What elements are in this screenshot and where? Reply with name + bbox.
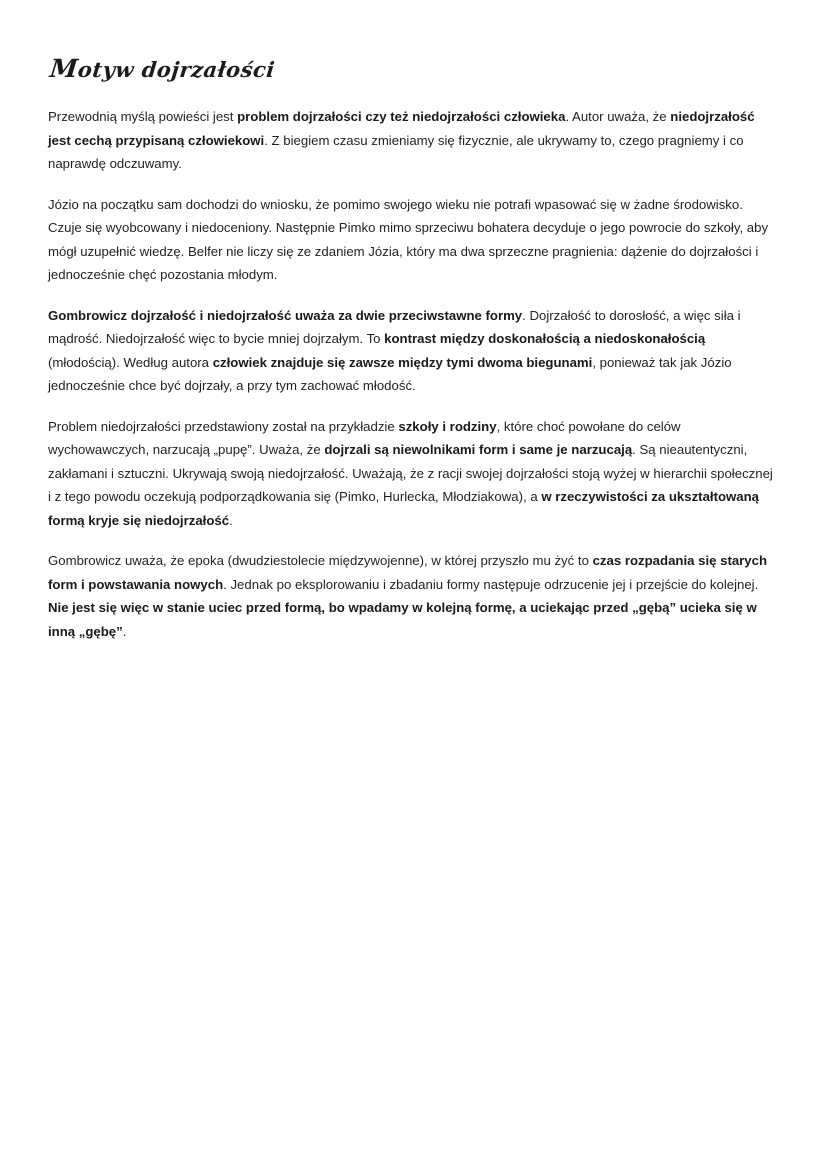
paragraph-emphasis: człowiek znajduje się zawsze między tymi dwoma biegunami [212,354,593,370]
paragraph-text: Józio na początku sam dochodzi do wniosku, że pomimo swojego wieku nie potrafi wpasować się w żadne środowisko. Czuje się wyobcowany i niedoceniony. Następnie Pimko mimo sprzeciwu bohatera decyduje o jego powrocie do szkoły, aby mógł uzupełnić wiedzę. Belfer nie liczy się ze zdaniem Józia, który ma dwa sprzeczne pragnienia: dążenie do dojrzałości i jednocześnie chęć pozostania młodym. [48,196,769,282]
paragraph-emphasis: Nie jest się więc w stanie uciec przed formą, bo wpadamy w kolejną formę, a uciekając przed „gębą” ucieka się w inną „gębę” [48,600,757,639]
paragraph-text: . Dojrzałość to dorosłość, a więc siła i mądrość. Niedojrzałość więc to bycie mniej dojrzałym. To [48,307,741,346]
paragraph [48,415,778,533]
document-body [48,105,780,643]
paragraph-emphasis: problem dojrzałości czy też niedojrzałości człowieka [237,109,566,124]
paragraph-emphasis: szkoły i rodziny [398,418,497,434]
paragraph-emphasis: Gombrowicz dojrzałość i niedojrzałość uważa za dwie przeciwstawne formy [48,307,523,323]
paragraph-text: . [122,623,127,639]
paragraph-emphasis: niedojrzałość jest cechą przypisaną człowiekowi [48,109,755,148]
paragraph [48,105,778,176]
paragraph-text: Problem niedojrzałości przedstawiony został na przykładzie [48,418,399,434]
paragraph-text: Przewodnią myślą powieści jest [48,109,238,124]
paragraph-text: . Jednak po eksplorowaniu i zbadaniu formy następuje odrzucenie jej i przejście do kolejnej. [223,576,759,592]
paragraph-emphasis: dojrzali są niewolnikami form i same je narzucają [324,442,633,457]
paragraph [48,304,778,398]
paragraph-text: . Z biegiem czasu zmieniamy się fizycznie, ale ukrywamy to, czego pragniemy i co naprawdę odczuwamy. [48,132,744,171]
page-title-rest: otyw dojrzałości [76,57,277,82]
paragraph-emphasis: w rzeczywistości za ukształtowaną formą kryje się niedojrzałość [48,489,759,528]
page-title-initial: M [48,54,80,83]
paragraph-text: , ponieważ tak jak Józio jednocześnie chce być dojrzały, a przy tym zachować młodość. [48,354,732,393]
paragraph-text: . Są nieautentyczni, zakłamani i sztuczni. Ukrywają swoją niedojrzałość. Uważają, że z racji swojej dojrzałości stoją wyżej w hierarchii społecznej i z tego powodu oczekują podporządkowania się (Pimko, Hurlecka, Młodziakowa), a [48,442,773,504]
paragraph-text: , które choć powołane do celów wychowawczych, narzucają „pupę”. Uważa, że [48,418,681,457]
paragraph-text: . [229,512,233,528]
paragraph-text: (młodością). Według autora [48,354,213,370]
page-title [48,54,781,83]
paragraph-text: . Autor uważa, że [565,109,671,124]
paragraph [48,193,778,287]
paragraph-emphasis: czas rozpadania się starych form i powstawania nowych [48,553,768,592]
paragraph [48,549,778,643]
paragraph-text: Gombrowicz uważa, że epoka (dwudziestolecie międzywojenne), w której przyszło mu żyć to [48,553,593,568]
paragraph-emphasis: kontrast między doskonałością a niedoskonałością [384,331,706,346]
